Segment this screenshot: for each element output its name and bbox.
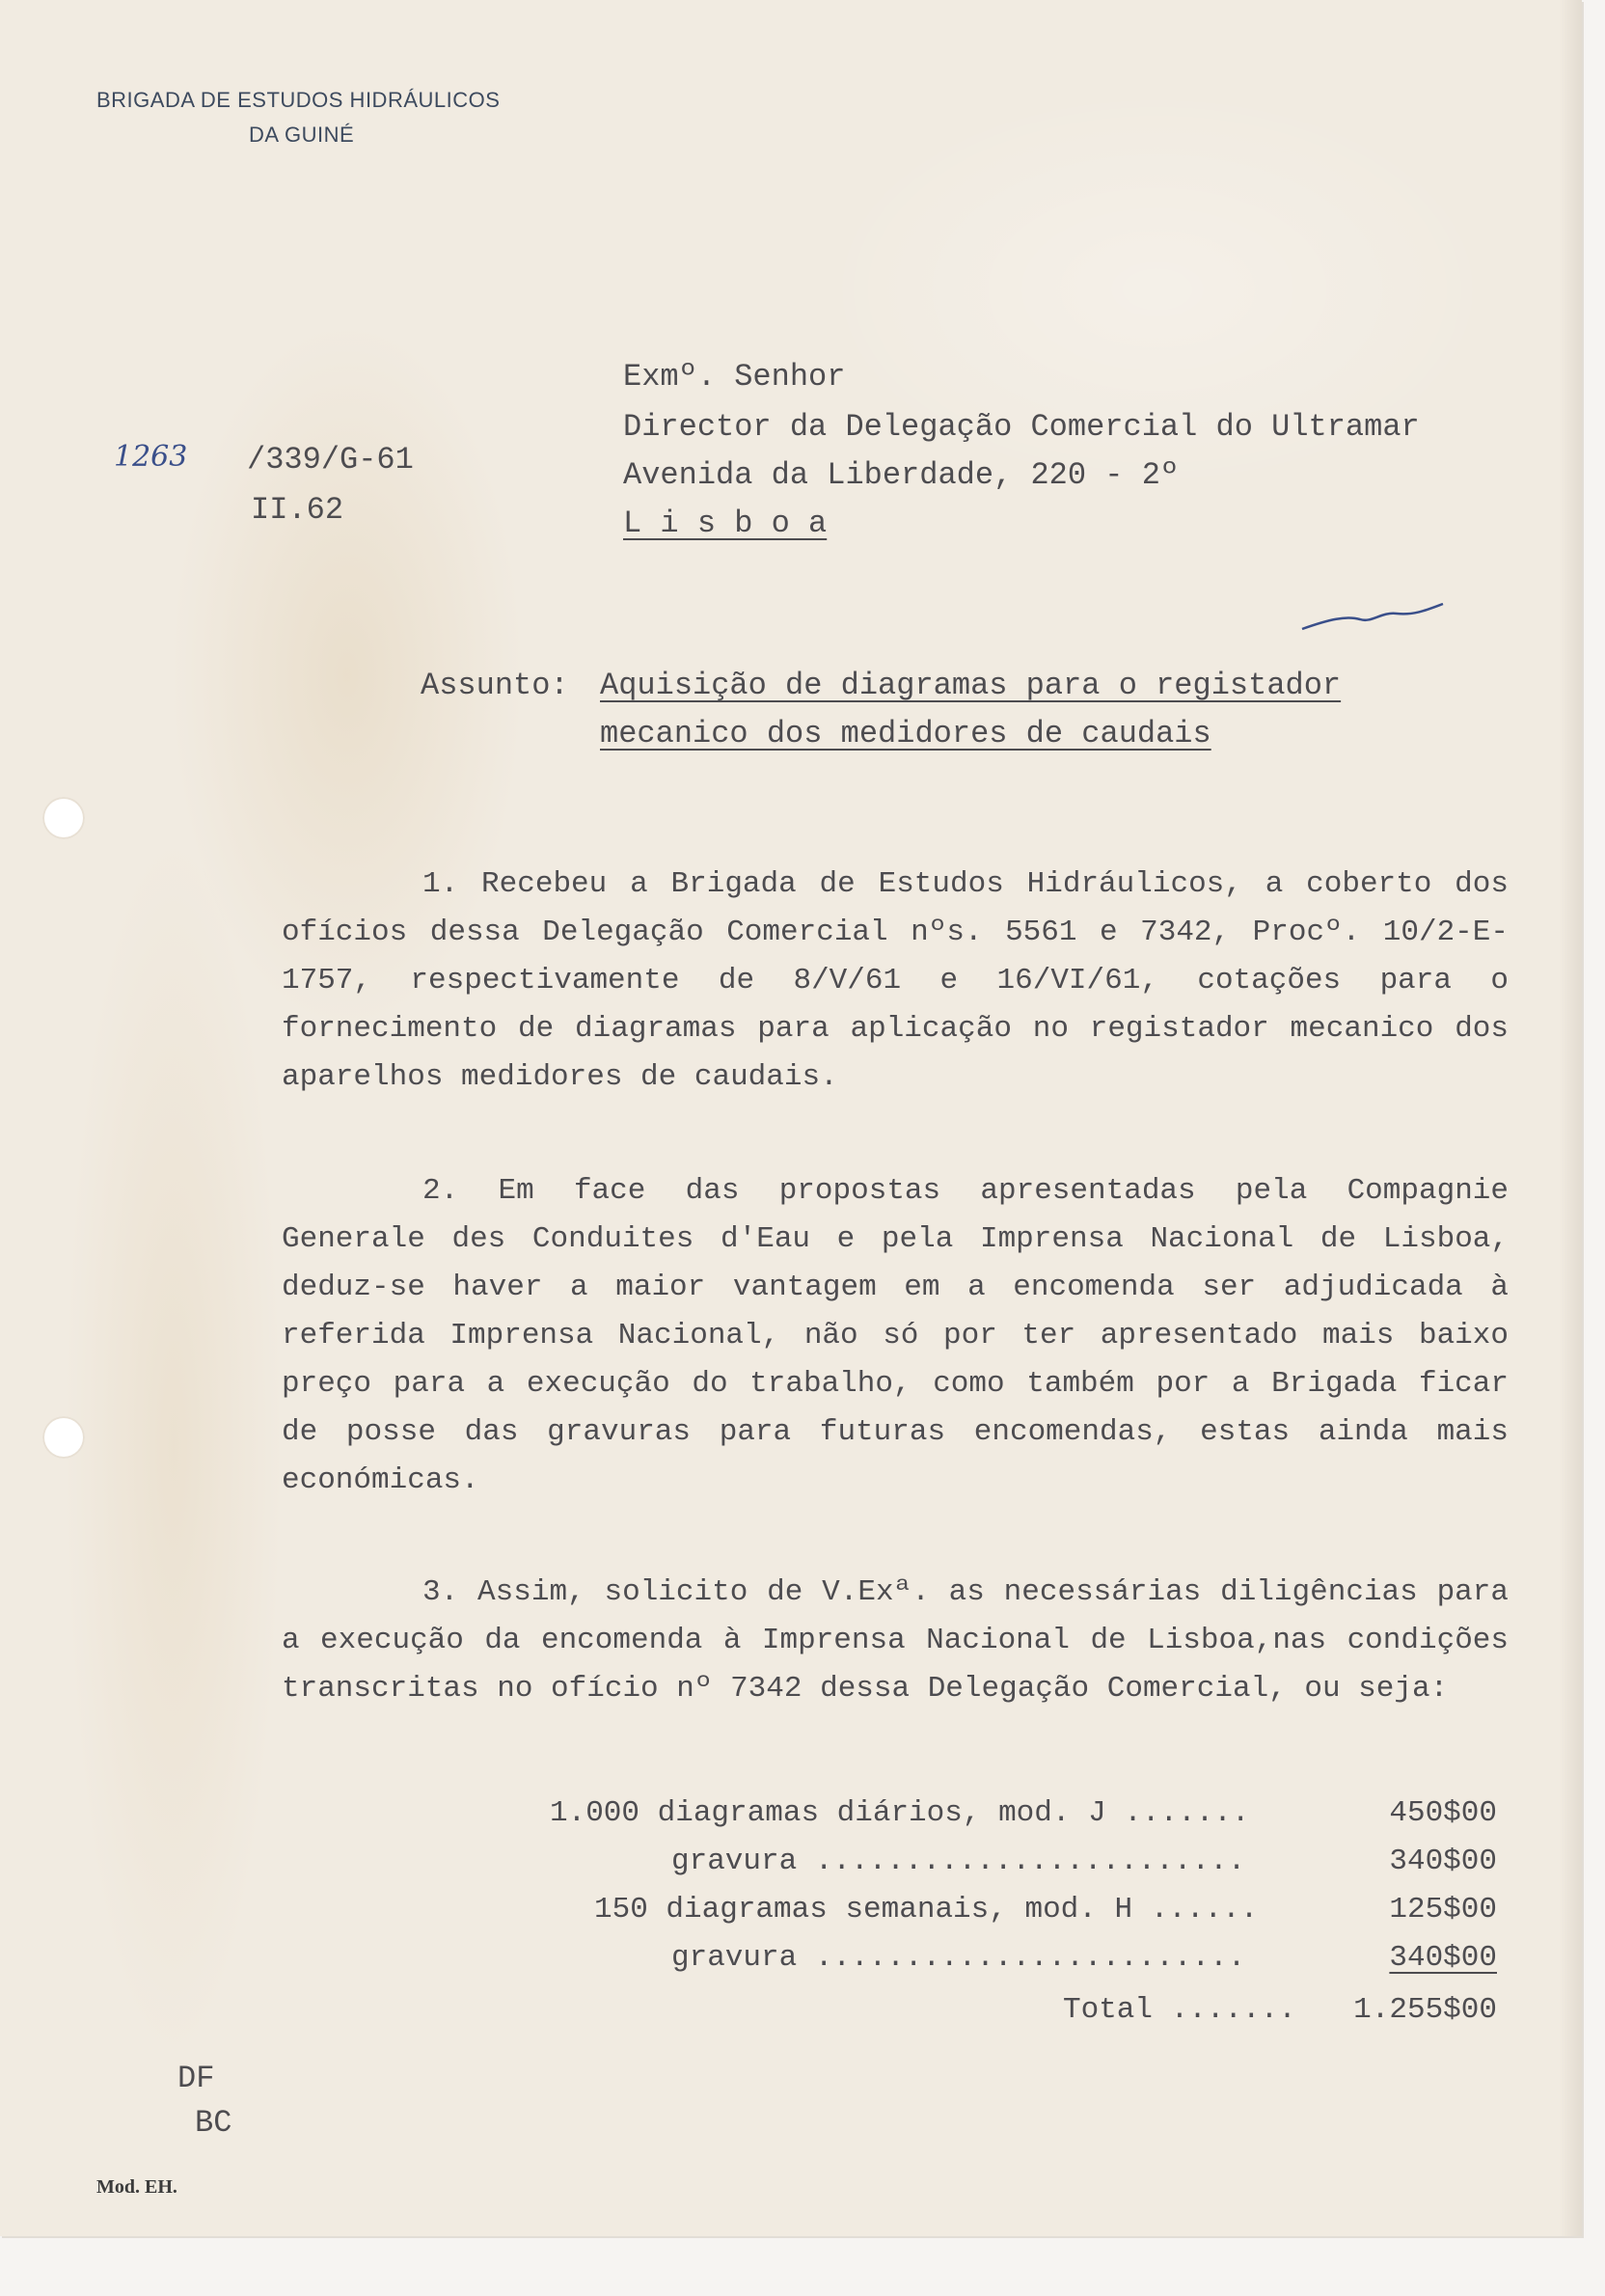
page-edge-shadow [1559,0,1582,2236]
letterhead [96,83,500,152]
item-description: 150 diagramas semanais, mod. H ...... [594,1893,1259,1927]
list-item [540,1796,1505,1845]
addressee-street: Avenida da Liberdade, 220 - 2º [623,457,1180,493]
list-item [540,1845,1505,1893]
subject-label: Assunto: [421,668,569,703]
item-description: gravura ........................ [671,1845,1246,1878]
subject-line2: mecanico dos medidores de caudais [600,716,1211,752]
punch-hole [42,1416,85,1459]
salutation: Exmº. Senhor [623,359,846,395]
list-item [540,1893,1505,1941]
item-description: 1.000 diagramas diários, mod. J ....... [550,1796,1250,1830]
item-amount: 340$00 [1389,1941,1497,1975]
addressee-city: L i s b o a [623,506,828,541]
subject-line1: Aquisição de diagramas para o registador [600,668,1342,703]
item-amount: 340$00 [1389,1845,1497,1878]
paragraph-1 [282,861,1509,1102]
total-amount: 1.255$00 [1353,1993,1497,2027]
reference-code: /339/G-61 [247,442,414,478]
item-description: gravura ........................ [671,1941,1246,1975]
item-amount: 125$00 [1389,1893,1497,1927]
punch-hole [42,797,85,839]
paragraph-1-text: 1. Recebeu a Brigada de Estudos Hidráulicos, a coberto dos ofícios dessa Delegação Comercial nºs. 5561 e 7342, Procº. 10/2-E-1757, respectivamente de 8/V/61 e 16/VI/61, cotações para o fornecimento de diagramas para aplicação no registador mecanico dos aparelhos medidores de caudais. [282,867,1509,1094]
initials-line2: BC [195,2105,232,2141]
handwritten-reference-number: 1263 [114,440,188,474]
paragraph-3 [282,1569,1509,1713]
total-row [540,1993,1505,2041]
reference-date: II.62 [251,492,344,528]
addressee-title: Director da Delegação Comercial do Ultramar [623,409,1420,445]
list-item [540,1941,1505,1989]
paragraph-2-text: 2. Em face das propostas apresentadas pela Compagnie Generale des Conduites d'Eau e pela Imprensa Nacional de Lisboa, deduz-se haver a maior vantagem em a encomenda ser adjudicada à referida Imprensa Nacional, não só por ter apresentado mais baixo preço para a execução do trabalho, como também por a Brigada ficar de posse das gravuras para futuras encomendas, estas ainda mais económicas. [282,1174,1509,1497]
paragraph-2 [282,1167,1509,1505]
item-amount: 450$00 [1389,1796,1497,1830]
initials-line1: DF [177,2061,215,2096]
form-code: Mod. EH. [96,2176,177,2198]
total-label: Total ....... [1063,1993,1296,2027]
paragraph-3-text: 3. Assim, solicito de V.Exª. as necessárias diligências para a execução da encomenda à Imprensa Nacional de Lisboa,nas condições transcritas no ofício nº 7342 dessa Delegação Comercial, ou seja: [282,1575,1509,1706]
letterhead-line1: BRIGADA DE ESTUDOS HIDRÁULICOS [96,88,501,112]
letterhead-line2: DA GUINÉ [249,123,355,147]
handwritten-mark-icon [1300,598,1445,637]
